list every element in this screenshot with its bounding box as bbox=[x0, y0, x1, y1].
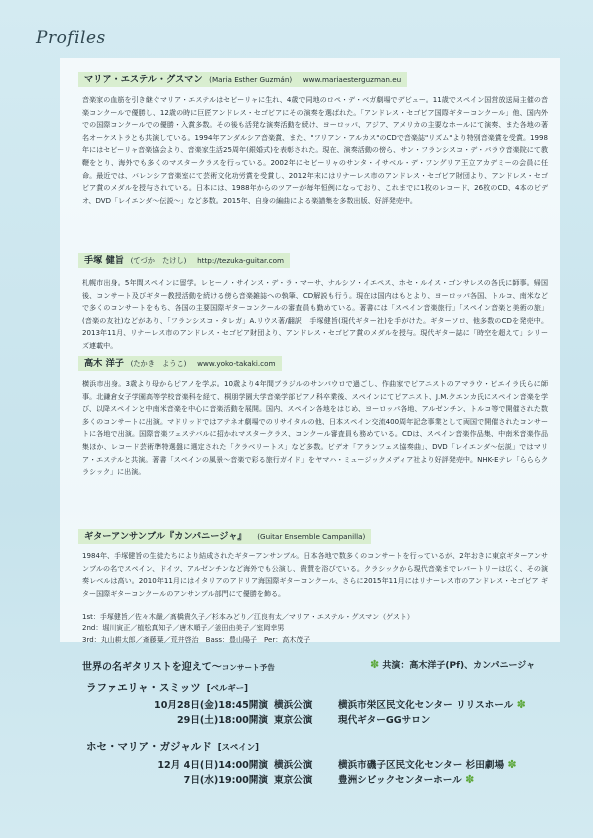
section-name: マリア・エステル・グスマン bbox=[84, 74, 203, 85]
bio-takaki: 横浜市出身。3歳より母からピアノを学ぶ。10歳より4年間ブラジルのサンパウロで過ごし、作曲家でピアニストのアマラウ・ビエイラ氏らに師事。北鎌倉女子学園高等学校音楽科を経て、桐朋学園大学音楽学部ピアノ科卒業後、スペインにてピアニスト、J.M.クエンカ氏にスペイン音楽を学び、以降スペインと中南米音楽を中心に音楽活動を展開。国内、スペイン各地をはじめ、ヨーロッパ各地、アルゼンチン、トルコ等で開催された数多くのコンサートに出演。マドリッドではアテネオ劇場でのリサイタルの他、日本スペイン交流400周年記念事業として両国で開催されたコンサートに各地で出演。国際音楽フェステバルに招かれマスタークラス、コンクール審査員も務めている。CDは、スペイン音楽作品集、中南米音楽作品集ほか、レコード芸術準特選盤に選定された「クラベリートス」など多数。ビデオ「アランフェス協奏曲」、DVD「レイエンダ〜伝説」ではマリア・エステルと共演。著書「スペインの風景〜音楽で彩る旅行ガイド」をヤマハ・ミュージックメディア社より好評発売中。NHK-Eテレ「らららクラシック」に出演。 bbox=[82, 379, 548, 477]
flower-mark-icon: ✽ bbox=[465, 773, 475, 786]
performer-country: [スペイン] bbox=[217, 742, 259, 752]
flower-mark-icon: ✽ bbox=[507, 758, 517, 771]
concert-title-suffix: コンサート予告 bbox=[221, 663, 275, 672]
performer-smits bbox=[86, 680, 248, 695]
concert-date: 29日(土)18:00開演 bbox=[176, 715, 268, 726]
performer-country: [ベルギー] bbox=[206, 683, 248, 693]
section-website: www.mariaesterguzman.eu bbox=[302, 75, 402, 84]
concert-venue bbox=[338, 772, 474, 786]
section-website: www.yoko-takaki.com bbox=[197, 359, 276, 368]
section-header-campanilla bbox=[78, 529, 371, 544]
concert-city: 東京公演 bbox=[274, 715, 313, 726]
section-name: 手塚 健旨 bbox=[84, 255, 124, 266]
concert-title bbox=[82, 658, 275, 673]
concert-venue bbox=[338, 697, 526, 711]
section-name: ギターアンサンブル『カンパニージャ』 bbox=[84, 531, 247, 542]
performer-name: ラファエリャ・スミッツ bbox=[86, 682, 201, 694]
member-row: 1st：手塚健旨／佐々木嚴／髙橋貴久子／杉本みどり／江良有太／マリア・エステル・グスマン（ゲスト） bbox=[82, 613, 414, 621]
concert-date: 12月 4日(日)14:00開演 bbox=[157, 760, 268, 771]
section-reading: (Maria Esther Guzmán) bbox=[209, 75, 293, 84]
performer-name: ホセ・マリア・ガジャルド bbox=[86, 741, 212, 753]
concert-sponsor bbox=[370, 658, 535, 671]
section-reading: (てづか たけし) bbox=[130, 256, 187, 265]
concert-title-main: 世界の名ギタリストを迎えて〜 bbox=[82, 662, 222, 673]
section-website: http://tezuka-guitar.com bbox=[197, 256, 284, 265]
venue-name: 横浜市磯子区民文化センター 杉田劇場 bbox=[338, 760, 505, 771]
flower-mark-icon: ✽ bbox=[370, 658, 380, 671]
concert-venue bbox=[338, 712, 430, 726]
bio-tezuka: 札幌市出身。5年間スペインに留学。レヒーノ・サインス・デ・ラ・マーサ、ナルシソ・イエペス、ホセ・ルイス・ゴンサレスの各氏に師事。帰国後、コンサート及びギター教授活動を続ける傍ら音楽雑誌への執筆、CD解説も行う。現在は国内はもとより、ヨーロッパ各国、トルコ、南米などで多くのコンサートをもち、各国の主要国際ギターコンクールの審査員も勤めている。著書には「スペイン音楽旅行」「スペイン音楽と美術の旅」(音楽の友社)などがあり、「フランシスコ・タレガ」A.リウス著/翻訳 手塚健旨(現代ギター社)を手がけた。ギターソロ、他多数のCDを発売中。2013年11月、リナーレス市のアンドレス・セゴビア財団より、アンドレス・セゴビア賞のメダルを授与。現代ギター誌に「時空を超えて」シリーズ連載中。 bbox=[82, 278, 548, 350]
flower-mark-icon: ✽ bbox=[516, 698, 526, 711]
concert-date: 7日(水)19:00開演 bbox=[183, 775, 268, 786]
venue-name: 豊洲シビックセンターホール bbox=[338, 775, 462, 786]
concert-city: 横浜公演 bbox=[274, 700, 313, 711]
venue-name: 現代ギターGGサロン bbox=[338, 715, 431, 726]
member-row: 2nd：堀川寅正／植松真知子／唐木順子／釜田由美子／室岡幸男 bbox=[82, 624, 285, 633]
section-reading: (たかき ようこ) bbox=[130, 359, 187, 368]
sponsor-text: 共演：高木洋子(Pf)、カンパニージャ bbox=[382, 661, 536, 671]
venue-name: 横浜市栄区民文化センター リリスホール bbox=[338, 700, 514, 711]
concert-city: 横浜公演 bbox=[274, 760, 313, 771]
concert-date: 10月28日(金)18:45開演 bbox=[154, 700, 268, 711]
bio-campanilla: 1984年、手塚健旨の生徒たちにより結成されたギターアンサンブル。日本各地で数多くのコンサートを行っているが、2年おきに東京ギターアンサンブルの名でスペイン、ドイツ、アルゼンチンなど海外でも公演し、貴賛を浴びている。クラシックから現代音楽までレパートリーは広く、その演奏レベルは高い。2010年11月にはイタリアのアドリア海国際ギターコンクール、さらに2015年11月にはリナーレス市のアンドレス・セゴビア ギター国際ギターコンクールのアンサンブル部門にて優勝を飾る。 bbox=[82, 551, 548, 598]
section-header-tezuka bbox=[78, 253, 290, 268]
bio-guzman: 音楽家の血筋を引き継ぐマリア・エステルはセビーリャに生れ、4歳で同地のロペ・デ・ベガ劇場でデビュー。11歳でスペイン国営放送局主催の音楽コンクールで優勝し、12歳の時に巨匠アンドレス・セゴビアにその演奏を選ばれた。「アンドレス・セゴビア国際ギターコンクール」他、国内外での国際コンクールでの優勝・入賞多数。その後も活発な演奏活動を続け、ヨーロッパ、アジア、アメリカの主要なホールにて演奏、また各地の著名オーケストラとも共演している。1994年アンダルシア音楽賞、また、"フリアン・アルカス"のCDで音楽誌"リズム"より特別音楽賞を受賞。1998年にはセビーリャ音楽協会より、音楽家生活25周年(銀婚式)を表彰された。現在、演奏活動の傍ら、サン・フランシスコ・デ・パラウ音楽院にて教鞭をとり、海外でも多くのマスタークラスを行っている。2002年にセビーリャのサンタ・イサベル・デ・フングリア王立アカデミーの会員に任命。最近では、バレンシア音楽室にて芸術文化功労賞を受賞し、2012年末にはリナーレス市のアンドレス・セゴビア財団より、アンドレス・セゴビア賞のメダルを授与されている。日本には、1988年からのツアーが毎年恒例になっており、これまでに1枚のレコード、26枚のCD、4本のビデオ、DVD「レイエンダ〜伝説〜」など多数。2015年、自身の編曲による楽譜集を多数出版、好評発売中。 bbox=[82, 95, 548, 205]
performer-gallardo bbox=[86, 739, 259, 754]
section-header-guzman bbox=[78, 72, 407, 87]
member-row: 3rd：丸山耕太郎／斎藤葉／荒井啓治 Bass：豊山陽子 Per：高木茂子 bbox=[82, 635, 311, 644]
page-title: Profiles bbox=[36, 28, 106, 48]
section-website: (Guitar Ensemble Campanilla) bbox=[257, 532, 366, 541]
section-name: 高木 洋子 bbox=[84, 358, 124, 369]
concert-city: 東京公演 bbox=[274, 775, 313, 786]
section-header-takaki bbox=[78, 356, 282, 371]
concert-venue bbox=[338, 757, 517, 771]
